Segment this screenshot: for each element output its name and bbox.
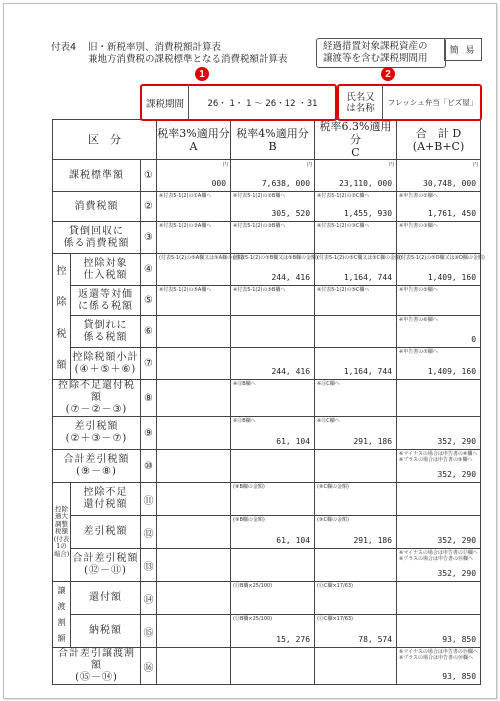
transfer-group-label: 譲 渡 割 額 — [53, 582, 71, 648]
value-cell-c[interactable] — [315, 160, 397, 192]
row-label: 納税額 — [71, 615, 141, 648]
tax-period-label: 課税期間 — [142, 86, 189, 119]
value-cell-a[interactable] — [157, 316, 231, 348]
value-cell-a[interactable] — [157, 648, 231, 685]
transitional-note-box — [316, 38, 446, 68]
cell-note: (付表5-1(2)の⑤B欄又は⑨B欄の金額) — [233, 255, 318, 261]
value-cell-b[interactable] — [231, 192, 315, 222]
table-header-row — [53, 120, 481, 160]
cell-value: 7,638, 000 — [261, 179, 311, 188]
value-cell-a[interactable] — [157, 254, 244, 286]
cell-note: ※付表5-1(2)の③B欄へ — [233, 223, 286, 229]
row-number: ⑥ — [141, 316, 157, 348]
value-cell-d[interactable] — [397, 417, 481, 450]
cell-value: 1,455, 930 — [343, 209, 393, 218]
taxpayer-name-label: 氏名又は名称 — [339, 86, 383, 119]
taxpayer-name-highlight — [337, 84, 482, 121]
row-number: ⑭ — [141, 582, 157, 615]
row-label: 還付額 — [71, 582, 141, 615]
value-cell-a[interactable] — [157, 450, 231, 483]
cell-note: ※申告書の⑤欄へ — [399, 287, 438, 293]
cell-value: 1,164, 744 — [343, 367, 393, 376]
name-badge: 2 — [381, 67, 395, 81]
value-cell-a[interactable] — [157, 348, 231, 380]
cell-value: 61, 104 — [276, 536, 311, 545]
row-label: 返還等対価 に係る税額 — [71, 286, 141, 316]
simplified-method-label: 簡 易 — [444, 38, 482, 61]
value-cell-c[interactable] — [315, 582, 397, 615]
yen-unit: 円 — [307, 162, 313, 168]
value-cell-c[interactable] — [315, 316, 397, 348]
tax-calculation-table — [52, 119, 485, 685]
value-cell-b[interactable] — [231, 648, 315, 685]
value-cell-c[interactable] — [315, 648, 397, 685]
row-number: ⑬ — [141, 549, 157, 582]
cell-value: 1,409, 160 — [427, 367, 477, 376]
row-number: ⑯ — [141, 648, 157, 685]
row-number: ⑦ — [141, 348, 157, 380]
cell-note: (⑨C欄の金額) — [317, 517, 349, 523]
value-cell-a[interactable] — [157, 286, 231, 316]
value-cell-b[interactable] — [231, 254, 318, 286]
row-number: ⑫ — [141, 516, 157, 549]
value-cell-a[interactable] — [157, 516, 231, 549]
row-label: 合計差引税額 (⑫－⑪) — [71, 549, 141, 582]
table-row — [53, 648, 481, 685]
value-cell-c[interactable] — [315, 615, 397, 648]
row-label: 控除対象 仕入税額 — [71, 254, 141, 286]
value-cell-a[interactable] — [157, 192, 231, 222]
cell-note: (⑨B欄の金額) — [233, 517, 265, 523]
row-label: 合計差引譲渡割額 (⑮－⑭) — [53, 648, 141, 685]
table-row — [53, 483, 481, 516]
table-row — [53, 348, 481, 380]
value-cell-d[interactable] — [397, 254, 485, 286]
value-cell-a[interactable] — [157, 380, 231, 417]
cell-note: (⑫C欄×17/63) — [317, 616, 354, 622]
table-row — [53, 286, 481, 316]
cell-value: 305, 520 — [271, 209, 311, 218]
cell-note: ※付表5-1(2)の⑤B欄へ — [233, 287, 286, 293]
cell-note: (⑧B欄の金額) — [233, 484, 265, 490]
value-cell-b[interactable] — [231, 380, 315, 417]
value-cell-d[interactable] — [397, 160, 481, 192]
value-cell-b[interactable] — [231, 316, 315, 348]
cell-note: ※付表5-1(2)の⑤C欄へ — [317, 287, 370, 293]
cell-value: 352, 290 — [437, 536, 477, 545]
value-cell-b[interactable] — [231, 348, 315, 380]
row-label: 控除不足 還付税額 — [71, 483, 141, 516]
value-cell-d[interactable] — [397, 286, 481, 316]
table-row — [53, 192, 481, 222]
cell-note: ※申告書の②欄へ — [399, 193, 438, 199]
value-cell-d[interactable] — [397, 222, 481, 254]
cell-value: 93, 850 — [442, 672, 477, 681]
value-cell-c[interactable] — [315, 286, 397, 316]
cell-note: ※⑪B欄へ — [233, 381, 256, 387]
table-row — [53, 516, 481, 549]
table-row — [53, 222, 481, 254]
row-label: 合計差引税額 (⑨－⑧) — [53, 450, 141, 483]
cell-note: ※マイナスの場合は申告書の⑲欄へ ※プラスの場合は申告書の⑳欄へ — [399, 649, 478, 661]
row-label: 差引税額 — [71, 516, 141, 549]
reduction-group-label: 控除過大調整税額 (付表1の場合) — [53, 483, 71, 582]
tax-period-value: 26・ 1・ 1 ～ 26・12 ・31 — [207, 98, 318, 109]
value-cell-b[interactable] — [231, 417, 315, 450]
value-cell-c[interactable] — [315, 417, 397, 450]
cell-note: ※付表5-1(2)の②B欄へ — [233, 193, 286, 199]
cell-value: 78, 574 — [358, 635, 393, 644]
cell-value: 1,409, 160 — [427, 273, 477, 282]
value-cell-d[interactable] — [397, 483, 481, 516]
value-cell-c[interactable] — [315, 254, 403, 286]
cell-note: (⑪B欄×25/100) — [233, 583, 273, 589]
cell-note: (付表5-1(2)の⑤A欄又は⑨A欄の金額) — [159, 255, 244, 261]
cell-value: 93, 850 — [442, 635, 477, 644]
cell-note: (⑫B欄×25/100) — [233, 616, 273, 622]
section-header: 区 分 — [53, 120, 157, 160]
value-cell-a[interactable] — [157, 417, 231, 450]
row-label: 差引税額 (②＋③－⑦) — [53, 417, 141, 450]
cell-value: 244, 416 — [271, 273, 311, 282]
cell-note: ※マイナスの場合は申告書の⑧欄へ ※プラスの場合は申告書の⑨欄へ — [399, 451, 478, 463]
row-number: ③ — [141, 222, 157, 254]
cell-value: 1,761, 450 — [427, 209, 477, 218]
yen-unit: 円 — [223, 162, 229, 168]
cell-value: 352, 290 — [437, 470, 477, 479]
cell-value: 291, 186 — [353, 437, 393, 446]
value-cell-a[interactable] — [157, 222, 231, 254]
cell-value: 1,164, 744 — [343, 273, 393, 282]
value-cell-d[interactable] — [397, 582, 481, 615]
cell-value: 30,748, 000 — [423, 179, 477, 188]
cell-note: ※⑫C欄へ — [317, 418, 340, 424]
form-title-line1: 旧・新税率別、消費税額計算表 — [88, 42, 222, 53]
row-number: ② — [141, 192, 157, 222]
cell-value: 0 — [471, 335, 477, 344]
value-cell-a[interactable] — [157, 615, 231, 648]
deduction-group-label: 控 除 税 額 — [53, 254, 71, 380]
cell-value: 23,110, 000 — [339, 179, 393, 188]
value-cell-b[interactable] — [231, 516, 315, 549]
form-title-line2: 兼地方消費税の課税標準となる消費税額計算表 — [88, 54, 288, 65]
value-cell-d[interactable] — [397, 192, 481, 222]
cell-note: ※付表5-1(2)の①A欄へ — [159, 193, 212, 199]
yen-unit: 円 — [389, 162, 395, 168]
value-cell-b[interactable] — [231, 160, 315, 192]
row-number: ⑮ — [141, 615, 157, 648]
cell-note: ※申告書の⑥欄へ — [399, 317, 438, 323]
value-cell-c[interactable] — [315, 380, 397, 417]
table-row — [53, 417, 481, 450]
yen-unit: 円 — [473, 162, 479, 168]
table-row — [53, 254, 481, 286]
cell-note: ※付表5-1(2)の②C欄へ — [317, 193, 370, 199]
table-row — [53, 582, 481, 615]
cell-note: (⑧C欄の金額) — [317, 484, 349, 490]
row-number: ⑧ — [141, 380, 157, 417]
value-cell-c[interactable] — [315, 483, 397, 516]
value-cell-c[interactable] — [315, 222, 397, 254]
transitional-note-line2: 譲渡等を含む課税期間用 — [323, 53, 428, 64]
value-cell-b[interactable] — [231, 286, 315, 316]
cell-note: ※付表5-1(2)の③C欄へ — [317, 223, 370, 229]
value-cell-d[interactable] — [397, 316, 481, 348]
col-d-header: 合 計 D (A+B+C) — [397, 120, 481, 160]
cell-value: 352, 290 — [437, 569, 477, 578]
value-cell-c[interactable] — [315, 516, 397, 549]
form-number: 付表4 — [51, 42, 77, 53]
cell-note: ※⑫B欄へ — [233, 418, 256, 424]
value-cell-a[interactable] — [157, 160, 231, 192]
value-cell-c[interactable] — [315, 348, 397, 380]
value-cell-c[interactable] — [315, 192, 397, 222]
value-cell-c[interactable] — [315, 549, 397, 582]
value-cell-d[interactable] — [397, 450, 481, 483]
col-b-header: 税率4%適用分 B — [231, 120, 315, 160]
value-cell-d[interactable] — [397, 348, 481, 380]
value-cell-a[interactable] — [157, 549, 231, 582]
value-cell-b[interactable] — [231, 582, 315, 615]
cell-value: 244, 416 — [271, 367, 311, 376]
value-cell-b[interactable] — [231, 222, 315, 254]
row-label: 消費税額 — [53, 192, 141, 222]
cell-note: ※マイナスの場合は申告書の⑰欄へ ※プラスの場合は申告書の⑱欄へ — [399, 550, 478, 562]
value-cell-d[interactable] — [397, 516, 481, 549]
row-label: 控除不足還付税額 (⑦－②－③) — [53, 380, 141, 417]
value-cell-d[interactable] — [397, 615, 481, 648]
tax-period-highlight — [140, 84, 337, 121]
col-a-header: 税率3%適用分 A — [157, 120, 231, 160]
cell-note: ※⑪C欄へ — [317, 381, 340, 387]
table-row — [53, 160, 481, 192]
value-cell-b[interactable] — [231, 450, 315, 483]
transitional-note-line1: 経過措置対象課税資産の — [323, 41, 428, 52]
row-label: 貸倒れに 係る税額 — [71, 316, 141, 348]
value-cell-a[interactable] — [157, 483, 231, 516]
cell-note: ※付表5-1(2)の⑤A欄へ — [159, 287, 212, 293]
cell-value: 000 — [211, 179, 227, 188]
value-cell-d[interactable] — [397, 549, 481, 582]
value-cell-b[interactable] — [231, 615, 315, 648]
table-row — [53, 615, 481, 648]
value-cell-d[interactable] — [397, 648, 481, 685]
value-cell-d[interactable] — [397, 380, 481, 417]
row-label: 貸倒回収に 係る消費税額 — [53, 222, 141, 254]
row-number: ⑤ — [141, 286, 157, 316]
row-number: ① — [141, 160, 157, 192]
row-number: ⑪ — [141, 483, 157, 516]
cell-note: ※申告書の③欄へ — [399, 223, 438, 229]
table-row — [53, 450, 481, 483]
taxpayer-name-value: フレッシュ弁当「ビズ屋」 — [387, 98, 478, 107]
row-label: 控除税額小計 (④＋⑤＋⑥) — [71, 348, 141, 380]
cell-value: 15, 276 — [276, 635, 311, 644]
row-number: ④ — [141, 254, 157, 286]
row-label: 課税標準額 — [53, 160, 141, 192]
value-cell-c[interactable] — [315, 450, 397, 483]
value-cell-b[interactable] — [231, 483, 315, 516]
cell-value: 291, 186 — [353, 536, 393, 545]
cell-value: 61, 104 — [276, 437, 311, 446]
cell-note: ※申告書の⑦欄へ — [399, 349, 438, 355]
value-cell-a[interactable] — [157, 582, 231, 615]
period-badge: 1 — [195, 67, 209, 81]
row-number: ⑨ — [141, 417, 157, 450]
cell-note: (付表5-1(2)の⑤D欄又は⑨D欄の金額) — [399, 255, 485, 261]
cell-note: (付表5-1(2)の⑤C欄又は⑨C欄の金額) — [317, 255, 403, 261]
cell-note: ※付表5-1(2)の③A欄へ — [159, 223, 212, 229]
table-row — [53, 549, 481, 582]
table-row — [53, 316, 481, 348]
value-cell-b[interactable] — [231, 549, 315, 582]
row-number: ⑩ — [141, 450, 157, 483]
table-row — [53, 380, 481, 417]
cell-note: (⑪C欄×17/63) — [317, 583, 354, 589]
col-c-header: 税率6.3%適用分 C — [315, 120, 397, 160]
cell-value: 352, 290 — [437, 437, 477, 446]
